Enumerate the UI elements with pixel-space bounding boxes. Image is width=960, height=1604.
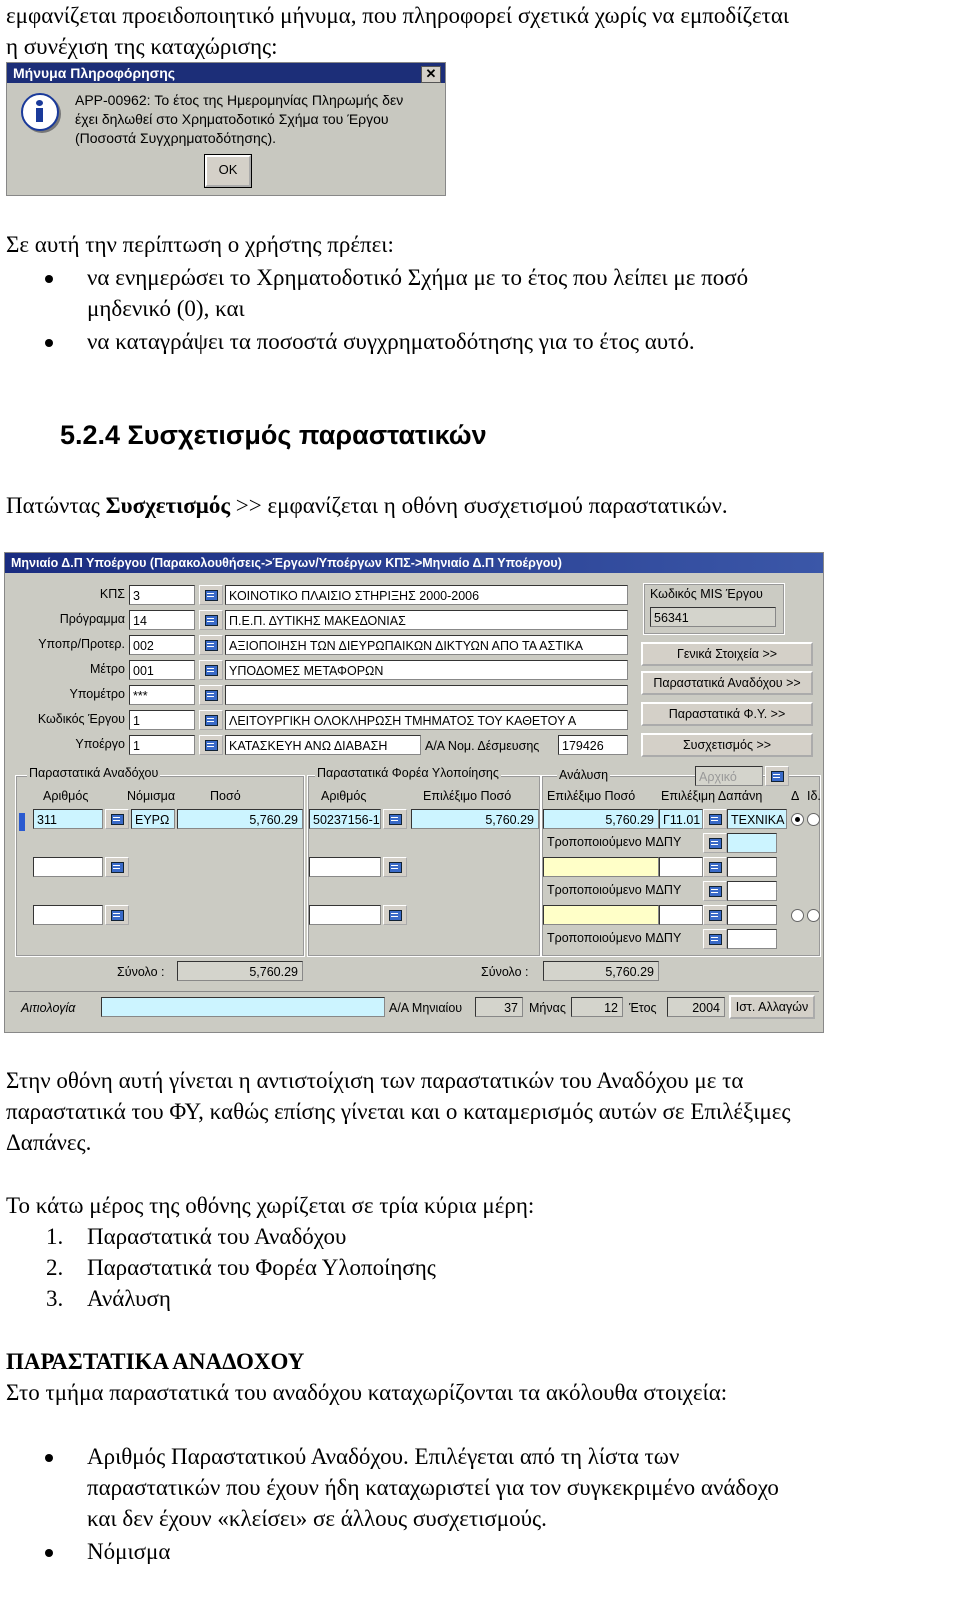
kps-desc-field[interactable]: ΚΟΙΝΟΤΙΚΟ ΠΛΑΙΣΙΟ ΣΤΗΡΙΞΗΣ 2000-2006 xyxy=(225,585,628,605)
list-icon[interactable] xyxy=(703,809,727,829)
month-field: 12 xyxy=(571,997,623,1017)
contractor-bullet-2: Νόμισμα xyxy=(87,1539,171,1564)
mis-field: 56341 xyxy=(650,607,776,627)
list-num-1: 1. xyxy=(46,1224,64,1249)
monthly-label: Α/Α Μηνιαίου xyxy=(389,1001,463,1015)
list-num-2: 2. xyxy=(46,1255,64,1280)
fy-number-field[interactable]: 50237156-1 xyxy=(309,809,381,829)
contractor-heading: ΠΑΡΑΣΤΑΤΙΚΑ ΑΝΑΔΟΧΟΥ xyxy=(6,1349,305,1374)
list-icon[interactable] xyxy=(703,881,727,901)
month-label: Μήνας xyxy=(529,1001,566,1015)
radio-d[interactable] xyxy=(791,909,804,922)
para2 xyxy=(6,490,728,521)
radio-id[interactable] xyxy=(807,813,820,826)
bullet-dot xyxy=(45,275,53,283)
para4-lead: Το κάτω μέρος της οθόνης χωρίζεται σε τρία κύρια μέρη: xyxy=(6,1193,535,1218)
contractor-bullet-1-line-3: και δεν έχουν «κλείσει» σε άλλους συσχετισμούς. xyxy=(87,1506,547,1531)
analysis-expense-desc-field[interactable] xyxy=(727,857,777,877)
fy-number-field[interactable] xyxy=(309,905,381,925)
para1-lead: Σε αυτή την περίπτωση ο χρήστης πρέπει: xyxy=(6,232,394,257)
submeasure-desc-field[interactable] xyxy=(225,685,628,705)
contractor-docs-button[interactable]: Παραστατικά Αναδόχου >> xyxy=(641,671,813,695)
para2-bold: Συσχετισμός xyxy=(105,493,231,518)
dialog-message-line-3: (Ποσοστά Συγχρηματοδότησης). xyxy=(75,130,277,146)
list-icon[interactable] xyxy=(383,809,407,829)
measure-code-field[interactable]: 001 xyxy=(129,660,195,680)
commitment-field[interactable]: 179426 xyxy=(558,735,628,755)
submeasure-code-field[interactable]: *** xyxy=(129,685,195,705)
contractor-amount-field[interactable]: 5,760.29 xyxy=(177,809,303,829)
radio-d[interactable] xyxy=(791,813,804,826)
year-field: 2004 xyxy=(667,997,725,1017)
correlation-form-window xyxy=(4,552,824,1033)
contractor-currency-field[interactable]: ΕΥΡΩ xyxy=(131,809,175,829)
section-heading: 5.2.4 Συσχετισμός παραστατικών xyxy=(60,420,487,450)
list-item-3: Ανάλυση xyxy=(87,1286,171,1311)
list-icon[interactable] xyxy=(703,833,727,853)
modifier-label: Τροποποιούμενο ΜΔΠΥ xyxy=(547,931,682,945)
contractor-intro: Στο τμήμα παραστατικά του αναδόχου καταχωρίζονται τα ακόλουθα στοιχεία: xyxy=(6,1380,728,1405)
dialog-title: Μήνυμα Πληροφόρησης xyxy=(13,65,176,81)
col-fy-number: Αριθμός xyxy=(321,789,367,803)
col-id: Ιδ. xyxy=(807,789,821,803)
dialog-message-line-1: APP-00962: Το έτος της Ημερομηνίας Πληρωμής δεν xyxy=(75,92,404,108)
contractor-number-field[interactable] xyxy=(33,857,103,877)
mis-label: Κωδικός MIS Έργου xyxy=(650,587,763,601)
monthly-field: 37 xyxy=(475,997,523,1017)
modifier-field[interactable] xyxy=(727,833,777,853)
form-titlebar xyxy=(5,553,823,573)
fy-number-field[interactable] xyxy=(309,857,381,877)
modifier-label: Τροποποιούμενο ΜΔΠΥ xyxy=(547,883,682,897)
col-number: Αριθμός xyxy=(43,789,89,803)
list-num-3: 3. xyxy=(46,1286,64,1311)
analysis-eligible-field[interactable]: 5,760.29 xyxy=(543,809,659,829)
project-code-field[interactable]: 1 xyxy=(129,710,195,730)
priority-label: Υποπρ/Προτερ. xyxy=(38,637,125,651)
list-icon[interactable] xyxy=(703,905,727,925)
analysis-expense-field[interactable] xyxy=(659,905,703,925)
list-icon[interactable] xyxy=(383,905,407,925)
para3-line-2: παραστατικά του ΦΥ, καθώς επίσης γίνεται και ο καταμερισμός αυτών σε Επιλέξιμες xyxy=(6,1099,791,1124)
list-icon[interactable] xyxy=(199,660,223,680)
modifier-field[interactable] xyxy=(727,929,777,949)
contractor-bullet-1-line-1: Αριθμός Παραστατικού Αναδόχου. Επιλέγεται από τη λίστα των xyxy=(87,1444,680,1469)
general-info-button[interactable]: Γενικά Στοιχεία >> xyxy=(641,642,813,666)
project-desc-field[interactable]: ΛΕΙΤΟΥΡΓΙΚΗ ΟΛΟΚΛΗΡΩΣΗ ΤΜΗΜΑΤΟΣ ΤΟΥ ΚΑΘΕΤΟΥ Α xyxy=(225,710,628,730)
list-item-2: Παραστατικά του Φορέα Υλοποίησης xyxy=(87,1255,436,1280)
list-icon[interactable] xyxy=(199,635,223,655)
archive-field[interactable]: Αρχικό xyxy=(695,766,763,786)
list-icon[interactable] xyxy=(199,610,223,630)
radio-id[interactable] xyxy=(807,909,820,922)
project-code-label: Κωδικός Έργου xyxy=(37,712,125,726)
reason-field[interactable] xyxy=(101,997,385,1017)
list-icon[interactable] xyxy=(105,905,129,925)
intro-line-1: εμφανίζεται προειδοποιητικό μήνυμα, που πληροφορεί σχετικά χωρίς να εμποδίζεται xyxy=(6,3,790,28)
ok-button[interactable]: OK xyxy=(205,155,251,187)
contractor-sum-label: Σύνολο : xyxy=(117,965,165,979)
commitment-label: Α/Α Νομ. Δέσμευσης xyxy=(425,739,540,753)
close-icon[interactable]: ✕ xyxy=(421,66,441,83)
row-indicator xyxy=(19,813,25,831)
kps-code-field[interactable]: 3 xyxy=(129,585,195,605)
contractor-sum-field: 5,760.29 xyxy=(177,961,303,981)
para3-line-3: Δαπάνες. xyxy=(6,1130,92,1155)
list-icon[interactable] xyxy=(105,857,129,877)
contractor-docs-title: Παραστατικά Αναδόχου xyxy=(29,766,159,780)
modifier-field[interactable] xyxy=(727,881,777,901)
list-icon[interactable] xyxy=(199,585,223,605)
para2-prefix: Πατώντας xyxy=(6,493,106,518)
list-icon[interactable] xyxy=(199,685,223,705)
analysis-expense-field[interactable] xyxy=(659,857,703,877)
para1-bullet-2: να καταγράψει τα ποσοστά συγχρηματοδότησης για το έτος αυτό. xyxy=(87,329,695,354)
dialog-message-line-2: έχει δηλωθεί στο Χρηματοδοτικό Σχήμα του Έργου xyxy=(75,111,389,127)
fy-docs-button[interactable]: Παραστατικά Φ.Υ. >> xyxy=(641,702,813,726)
history-button[interactable]: Ιστ. Αλλαγών xyxy=(729,995,815,1019)
contractor-bullet-1-line-2: παραστατικών που έχουν ήδη καταχωριστεί για τον συγκεκριμένο ανάδοχο xyxy=(87,1475,779,1500)
form-title: Μηνιαίο Δ.Π Υποέργου (Παρακολουθήσεις->Έργων/Υποέργων ΚΠΣ->Μηνιαίο Δ.Π Υποέργου) xyxy=(11,556,562,570)
info-icon xyxy=(21,93,59,131)
program-code-field[interactable]: 14 xyxy=(129,610,195,630)
correlation-button[interactable]: Συσχετισμός >> xyxy=(641,733,813,757)
analysis-sum-label: Σύνολο : xyxy=(481,965,529,979)
analysis-expense-desc-field[interactable]: ΤΕΧΝΙΚΑ xyxy=(727,809,787,829)
analysis-expense-desc-field[interactable] xyxy=(727,905,777,925)
para1-bullet-1: να ενημερώσει το Χρηματοδοτικό Σχήμα με το έτος που λείπει με ποσό xyxy=(87,265,749,290)
modifier-label: Τροποποιούμενο ΜΔΠΥ xyxy=(547,835,682,849)
col-currency: Νόμισμα xyxy=(127,789,176,803)
measure-desc-field[interactable]: ΥΠΟΔΟΜΕΣ ΜΕΤΑΦΟΡΩΝ xyxy=(225,660,628,680)
list-icon[interactable] xyxy=(383,857,407,877)
bullet-dot xyxy=(45,339,53,347)
fy-docs-title: Παραστατικά Φορέα Υλοποίησης xyxy=(317,766,499,780)
col-amount: Ποσό xyxy=(210,789,241,803)
list-icon[interactable] xyxy=(199,710,223,730)
bullet-dot xyxy=(45,1549,53,1557)
analysis-sum-field: 5,760.29 xyxy=(543,961,659,981)
col-fy-eligible: Επιλέξιμο Ποσό xyxy=(423,789,512,803)
list-icon[interactable] xyxy=(199,735,223,755)
para2-suffix: >> εμφανίζεται η οθόνη συσχετισμού παραστατικών. xyxy=(230,493,728,518)
analysis-eligible-field[interactable] xyxy=(543,857,659,877)
analysis-title: Ανάλυση xyxy=(559,768,609,782)
analysis-eligible-field[interactable] xyxy=(543,905,659,925)
list-icon[interactable] xyxy=(703,857,727,877)
bullet-dot xyxy=(45,1454,53,1462)
kps-label: ΚΠΣ xyxy=(99,587,125,601)
subproject-label: Υποέργο xyxy=(75,737,125,751)
program-desc-field[interactable]: Π.Ε.Π. ΔΥΤΙΚΗΣ ΜΑΚΕΔΟΝΙΑΣ xyxy=(225,610,628,630)
list-icon[interactable] xyxy=(105,809,129,829)
col-an-eligible: Επιλέξιμο Ποσό xyxy=(547,789,636,803)
submeasure-label: Υπομέτρο xyxy=(69,687,125,701)
list-item-1: Παραστατικά του Αναδόχου xyxy=(87,1224,347,1249)
subproject-code-field[interactable]: 1 xyxy=(129,735,195,755)
priority-code-field[interactable]: 002 xyxy=(129,635,195,655)
subproject-desc-field[interactable]: ΚΑΤΑΣΚΕΥΗ ΑΝΩ ΔΙΑΒΑΣΗ xyxy=(225,735,421,755)
para3-line-1: Στην οθόνη αυτή γίνεται η αντιστοίχιση των παραστατικών του Αναδόχου με τα xyxy=(6,1068,744,1093)
list-icon[interactable] xyxy=(703,929,727,949)
reason-label: Αιτιολογία xyxy=(21,1001,76,1015)
fy-eligible-field[interactable]: 5,760.29 xyxy=(411,809,539,829)
contractor-number-field[interactable]: 311 xyxy=(33,809,103,829)
para1-bullet-1-cont: μηδενικό (0), και xyxy=(87,296,245,321)
dialog-titlebar xyxy=(7,63,445,83)
measure-label: Μέτρο xyxy=(90,662,125,676)
year-label: Έτος xyxy=(629,1001,657,1015)
info-message-dialog xyxy=(6,62,446,196)
analysis-expense-field[interactable]: Γ11.01 xyxy=(659,809,703,829)
list-icon[interactable] xyxy=(765,766,789,786)
program-label: Πρόγραμμα xyxy=(59,612,125,626)
col-d: Δ xyxy=(791,789,800,803)
contractor-number-field[interactable] xyxy=(33,905,103,925)
intro-line-2: η συνέχιση της καταχώρισης: xyxy=(6,34,278,59)
priority-desc-field[interactable]: ΑΞΙΟΠΟΙΗΣΗ ΤΩΝ ΔΙΕΥΡΩΠΑΙΚΩΝ ΔΙΚΤΥΩΝ ΑΠΟ ΤΑ ΑΣΤΙΚΑ xyxy=(225,635,628,655)
col-an-expense: Επιλέξιμη Δαπάνη xyxy=(661,789,763,803)
